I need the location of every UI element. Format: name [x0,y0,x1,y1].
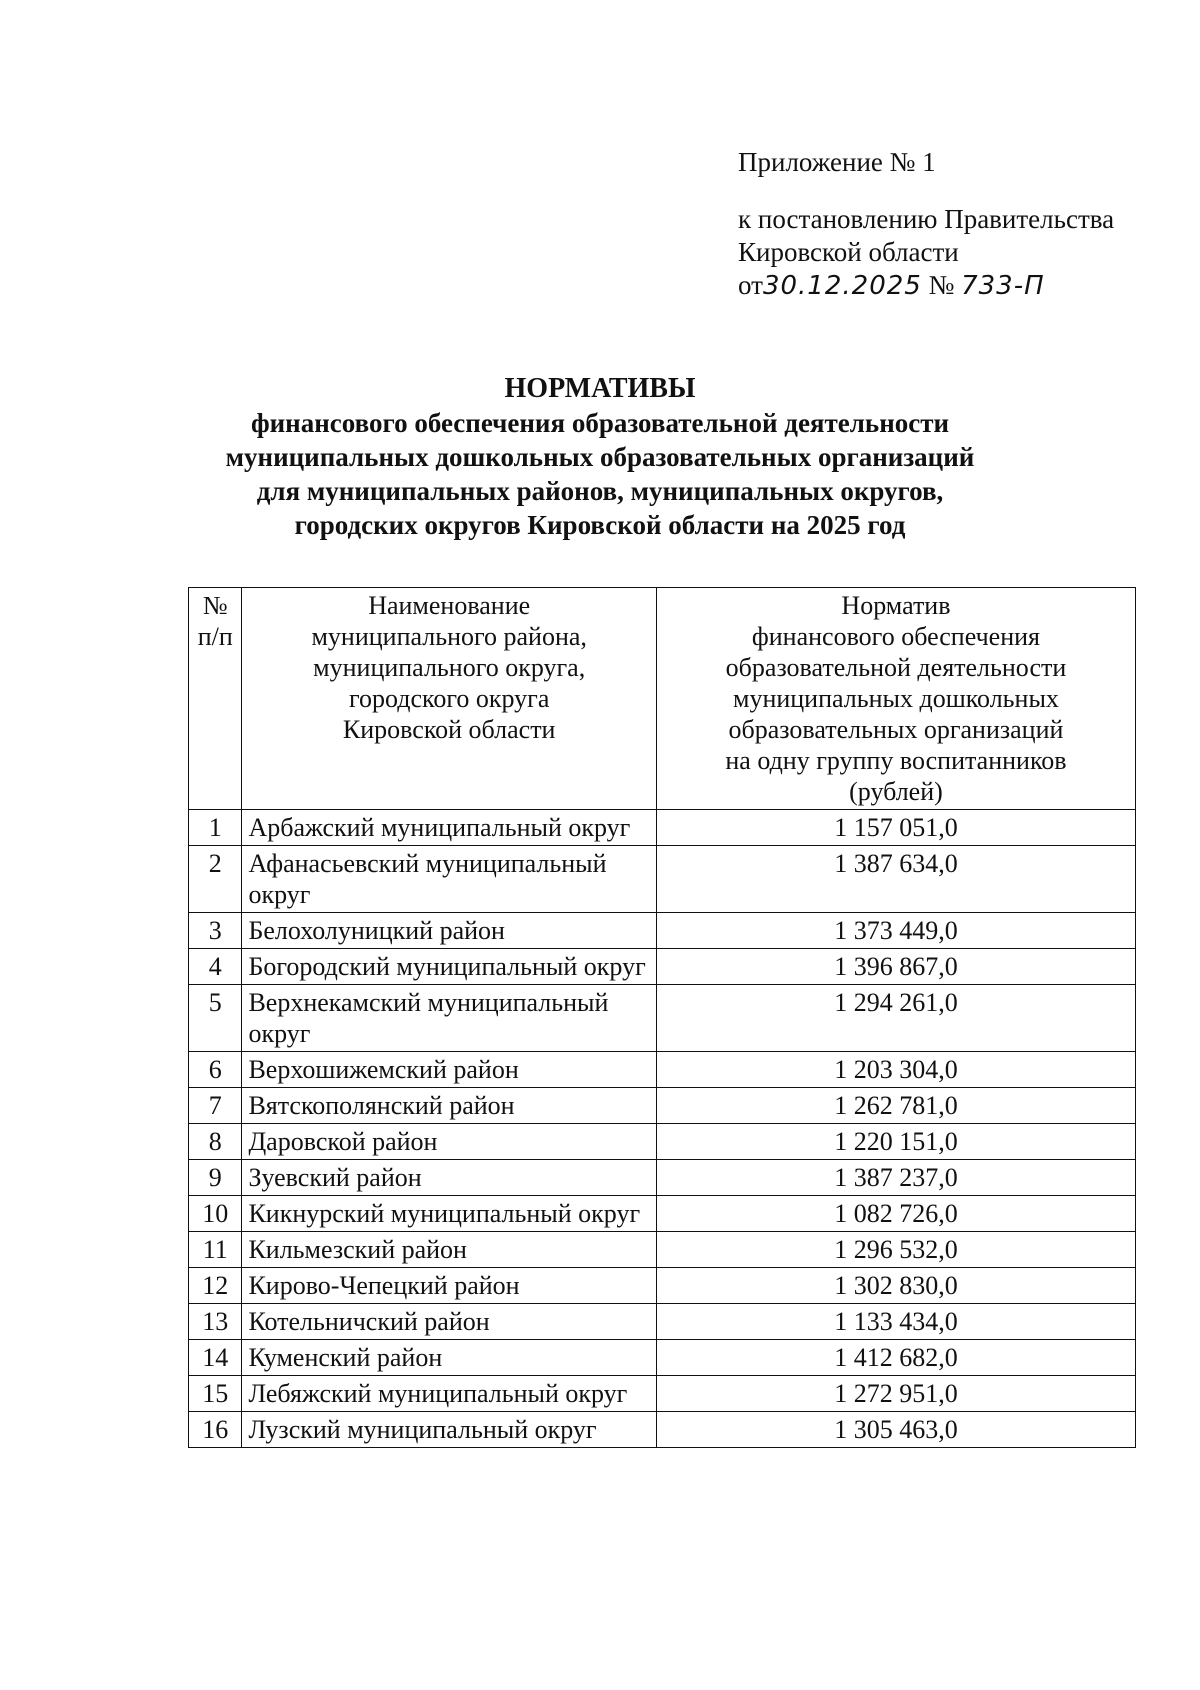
number-prefix: № [928,270,955,300]
header-name: Наименование муниципального района, муниципального округа, городского округа Кировской области [242,588,657,810]
header-value: Норматив финансового обеспечения образовательной деятельности муниципальных дошкольных образовательных организаций на одну группу воспитанников (рублей) [656,588,1135,810]
table-body [189,810,1136,1448]
row-number: 3 [189,913,242,949]
heading-title: НОРМАТИВЫ [504,373,696,404]
row-number: 12 [189,1268,242,1304]
row-municipality-name: Белохолуницкий район [242,913,657,949]
row-municipality-name: Вятскополянский район [242,1088,657,1124]
date-prefix: от [738,270,763,300]
norms-table [188,587,1136,1448]
row-municipality-name: Кикнурский муниципальный округ [242,1196,657,1232]
row-number: 9 [189,1160,242,1196]
row-norm-value: 1 294 261,0 [656,985,1135,1052]
row-municipality-name: Котельничский район [242,1304,657,1340]
row-number: 11 [189,1232,242,1268]
row-norm-value: 1 412 682,0 [656,1340,1135,1376]
appendix-block [738,146,1114,303]
row-number: 16 [189,1412,242,1448]
row-norm-value: 1 387 634,0 [656,846,1135,913]
row-number: 4 [189,949,242,985]
row-norm-value: 1 396 867,0 [656,949,1135,985]
table-row [189,1340,1136,1376]
row-norm-value: 1 387 237,0 [656,1160,1135,1196]
row-municipality-name: Верхошижемский район [242,1052,657,1088]
row-norm-value: 1 220 151,0 [656,1124,1135,1160]
appendix-line-1: к постановлению Правительства [738,204,1115,234]
heading-line-4: городских округов Кировской области на 2025 год [294,510,906,540]
row-number: 7 [189,1088,242,1124]
row-number: 1 [189,810,242,846]
row-number: 14 [189,1340,242,1376]
row-norm-value: 1 305 463,0 [656,1412,1135,1448]
table-row [189,1052,1136,1088]
heading-line-1: финансового обеспечения образовательной деятельности [250,408,950,438]
table-row [189,913,1136,949]
row-norm-value: 1 272 951,0 [656,1376,1135,1412]
table-row [189,1088,1136,1124]
table-row [189,1160,1136,1196]
row-number: 13 [189,1304,242,1340]
table-row [189,1124,1136,1160]
row-municipality-name: Кильмезский район [242,1232,657,1268]
row-number: 6 [189,1052,242,1088]
table-row [189,810,1136,846]
row-number: 8 [189,1124,242,1160]
row-norm-value: 1 262 781,0 [656,1088,1135,1124]
row-municipality-name: Лузский муниципальный округ [242,1412,657,1448]
appendix-date-line [738,269,1114,303]
heading-line-2: муниципальных дошкольных образовательных организаций [225,442,975,472]
row-municipality-name: Арбажский муниципальный округ [242,810,657,846]
row-municipality-name: Богородский муниципальный округ [242,949,657,985]
table-row [189,1304,1136,1340]
table-row [189,1376,1136,1412]
row-number: 2 [189,846,242,913]
document-heading [0,372,1200,542]
row-municipality-name: Даровской район [242,1124,657,1160]
row-norm-value: 1 302 830,0 [656,1268,1135,1304]
row-number: 5 [189,985,242,1052]
row-municipality-name: Верхнекамский муниципальный округ [242,985,657,1052]
table-row [189,1196,1136,1232]
row-norm-value: 1 133 434,0 [656,1304,1135,1340]
row-municipality-name: Лебяжский муниципальный округ [242,1376,657,1412]
row-norm-value: 1 203 304,0 [656,1052,1135,1088]
row-number: 10 [189,1196,242,1232]
handwritten-number: 733-П [961,271,1045,301]
table-row [189,1412,1136,1448]
table-row [189,1232,1136,1268]
table-header-row [189,588,1136,810]
row-norm-value: 1 373 449,0 [656,913,1135,949]
appendix-title: Приложение № 1 [738,147,936,177]
row-norm-value: 1 082 726,0 [656,1196,1135,1232]
row-municipality-name: Кирово-Чепецкий район [242,1268,657,1304]
heading-line-3: для муниципальных районов, муниципальных округов, [256,476,944,506]
row-municipality-name: Афанасьевский муниципальный округ [242,846,657,913]
table-row [189,846,1136,913]
row-number: 15 [189,1376,242,1412]
table-row [189,985,1136,1052]
header-num: № п/п [189,588,242,810]
handwritten-date: 30.12.2025 [762,271,922,301]
row-norm-value: 1 296 532,0 [656,1232,1135,1268]
row-municipality-name: Зуевский район [242,1160,657,1196]
table-row [189,949,1136,985]
row-municipality-name: Куменский район [242,1340,657,1376]
appendix-line-2: Кировской области [738,237,959,267]
row-norm-value: 1 157 051,0 [656,810,1135,846]
table-row [189,1268,1136,1304]
